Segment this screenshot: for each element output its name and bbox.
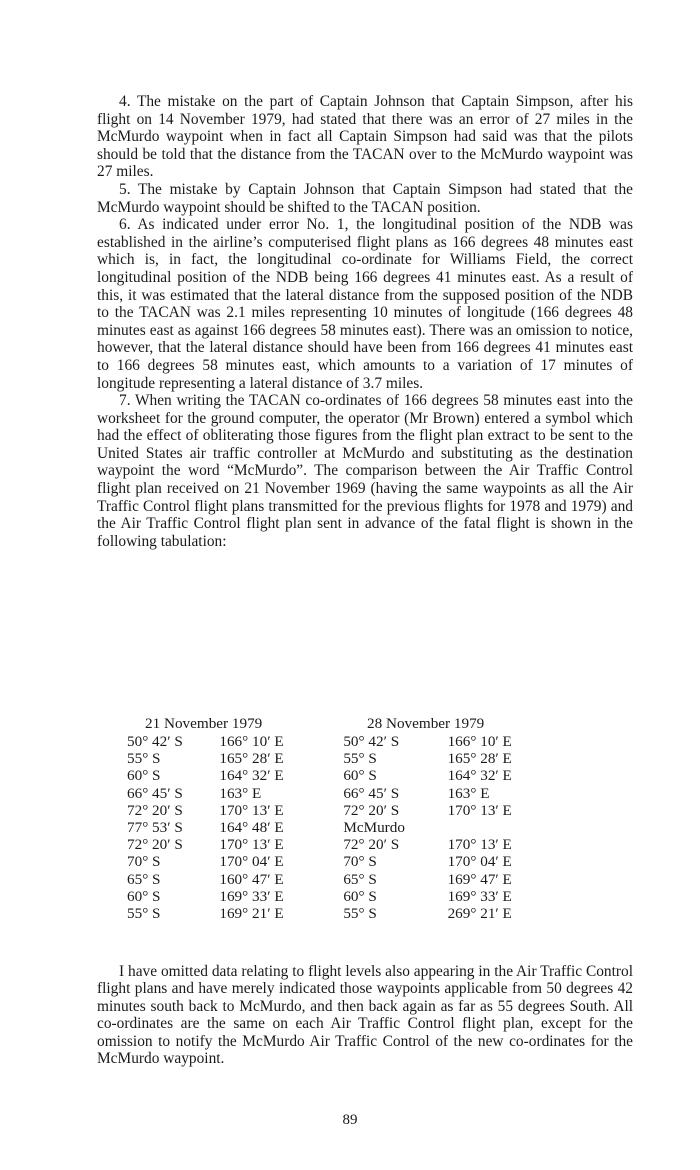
lat-28-nov-cell: 60° S (343, 887, 377, 905)
lon-21-nov-cell: 170° 13′ E (219, 836, 284, 854)
table-row (127, 819, 547, 836)
table-row (127, 767, 547, 784)
lon-28-nov-cell: 170° 04′ E (447, 853, 512, 871)
lon-21-nov-cell: 170° 13′ E (219, 801, 284, 819)
lat-28-nov-cell: 66° 45′ S (343, 784, 400, 802)
lon-28-nov-cell: 165° 28′ E (447, 750, 512, 768)
lat-21-nov-cell: 65° S (127, 870, 161, 888)
paragraph-5: 5. The mistake by Captain Johnson that Captain Simpson had stated that the McMurdo waypoint should be shifted to the TACAN position. (97, 180, 633, 216)
closing-paragraph: I have omitted data relating to flight levels also appearing in the Air Traffic Control flight plans and have merely indicated those waypoints applicable from 50 degrees 42 minutes south back to McMurdo, and then back again as far as 55 degrees South. All co-ordinates are the same on each Air Traffic Control flight plan, except for the omission to notify the McMurdo Air Traffic Control of the new co-ordinates for the McMurdo waypoint. (97, 963, 633, 1068)
lat-28-nov-cell: 55° S (343, 905, 377, 923)
lat-21-nov-cell: 77° 53′ S (127, 819, 183, 837)
lat-21-nov-cell: 60° S (127, 767, 161, 785)
lat-21-nov-cell: 72° 20′ S (127, 801, 183, 819)
lat-28-nov-cell: 72° 20′ S (343, 836, 400, 854)
lon-28-nov-cell: 164° 32′ E (447, 767, 512, 785)
lat-21-nov-cell: 55° S (127, 905, 161, 923)
paragraph-4: 4. The mistake on the part of Captain Johnson that Captain Simpson, after his flight on 14 November 1979, had stated that there was an error of 27 miles in the McMurdo waypoint when in fact all Captain Simpson had said was that the pilots should be told that the distance from the TACAN over to the McMurdo waypoint was 27 miles. (97, 93, 633, 181)
lat-28-nov-cell: 65° S (343, 870, 377, 888)
lon-21-nov-cell: 170° 04′ E (219, 853, 284, 871)
lat-21-nov-cell: 66° 45′ S (127, 784, 183, 802)
lon-28-nov-cell: 269° 21′ E (447, 905, 512, 923)
lat-28-nov-cell: McMurdo (343, 819, 405, 837)
lat-21-nov-cell: 50° 42′ S (127, 733, 183, 750)
paragraph-6: 6. As indicated under error No. 1, the longitudinal position of the NDB was established in the airline’s computerised flight plans as 166 degrees 48 minutes east which is, in fact, the longitudinal co-ordinate for Williams Field, the correct longitudinal position of the NDB being 166 degrees 41 minutes east. As a result of this, it was estimated that the lateral distance from the supposed position of the NDB to the TACAN was 2.1 miles representing 10 minutes of longitude (166 degrees 48 minutes east as against 166 degrees 58 minutes east). There was an omission to notice, however, that the lateral distance should have been from 166 degrees 41 minutes east to 166 degrees 58 minutes east, which amounts to a variation of 17 minutes of longitude representing a lateral distance of 3.7 miles. (97, 216, 633, 392)
lon-28-nov-cell: 166° 10′ E (447, 733, 512, 750)
paragraph-7: 7. When writing the TACAN co-ordinates of 166 degrees 58 minutes east into the worksheet for the ground computer, the operator (Mr Brown) entered a symbol which had the effect of obliterating those figures from the flight plan extract to be sent to the United States air traffic controller at McMurdo and substituting as the destination waypoint the word “McMurdo”. The comparison between the Air Traffic Control flight plan received on 21 November 1969 (having the same waypoints as all the Air Traffic Control flight plans transmitted for the previous flights for 1978 and 1979) and the Air Traffic Control flight plan sent in advance of the fatal flight is shown in the following tabulation: (97, 392, 633, 550)
lon-21-nov-cell: 165° 28′ E (219, 750, 284, 768)
lon-28-nov-cell: 163° E (447, 784, 490, 802)
lat-21-nov-cell: 72° 20′ S (127, 836, 183, 854)
header-21-november: 21 November 1979 (145, 715, 263, 732)
table-row (127, 733, 547, 750)
table-row (127, 888, 547, 905)
lon-21-nov-cell: 160° 47′ E (219, 870, 284, 888)
lon-21-nov-cell: 169° 33′ E (219, 887, 284, 905)
header-28-november: 28 November 1979 (367, 715, 485, 732)
table-row (127, 853, 547, 870)
lon-21-nov-cell: 166° 10′ E (219, 733, 284, 750)
coordinates-table (127, 733, 547, 922)
lon-21-nov-cell: 164° 32′ E (219, 767, 284, 785)
lon-28-nov-cell: 169° 47′ E (447, 870, 512, 888)
lat-28-nov-cell: 60° S (343, 767, 377, 785)
lat-21-nov-cell: 70° S (127, 853, 161, 871)
table-header (127, 715, 547, 732)
coordinates-tabulation (127, 715, 547, 922)
lon-21-nov-cell: 169° 21′ E (219, 905, 284, 923)
lon-28-nov-cell: 170° 13′ E (447, 836, 512, 854)
lat-28-nov-cell: 55° S (343, 750, 377, 768)
table-row (127, 836, 547, 853)
lat-21-nov-cell: 55° S (127, 750, 161, 768)
table-row (127, 750, 547, 767)
lat-28-nov-cell: 72° 20′ S (343, 801, 400, 819)
lon-28-nov-cell: 169° 33′ E (447, 887, 512, 905)
lon-28-nov-cell: 170° 13′ E (447, 801, 512, 819)
lon-21-nov-cell: 164° 48′ E (219, 819, 284, 837)
table-row (127, 785, 547, 802)
lat-21-nov-cell: 60° S (127, 887, 161, 905)
lon-21-nov-cell: 163° E (219, 784, 262, 802)
body-text (97, 93, 633, 550)
lat-28-nov-cell: 50° 42′ S (343, 733, 400, 750)
table-row (127, 802, 547, 819)
lat-28-nov-cell: 70° S (343, 853, 377, 871)
table-row (127, 871, 547, 888)
lon-28-nov-cell (448, 819, 547, 836)
page-number: 89 (342, 1112, 358, 1128)
table-row (127, 905, 547, 922)
